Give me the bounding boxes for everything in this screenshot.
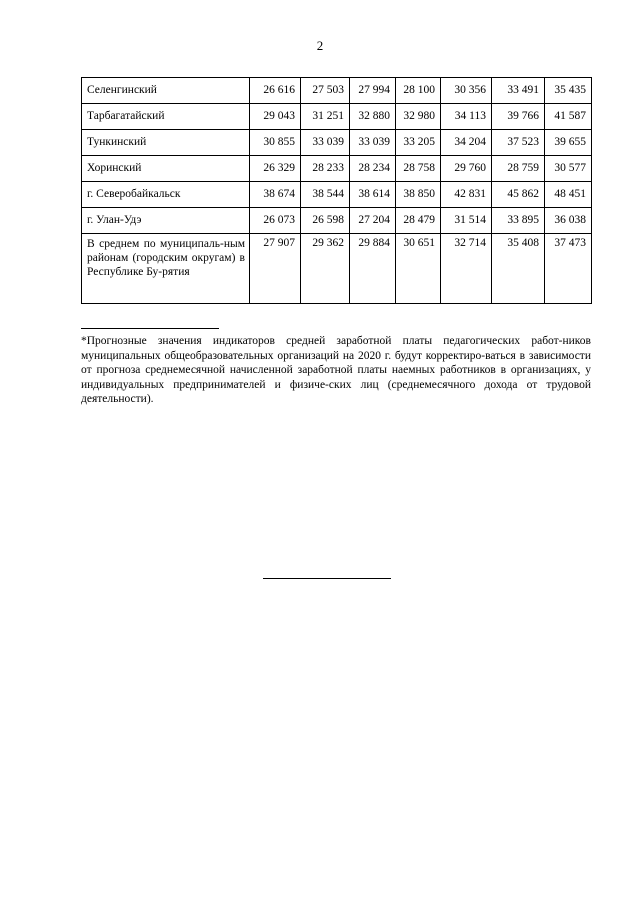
row-value: 48 451 — [545, 182, 592, 208]
row-value: 26 073 — [250, 208, 301, 234]
table-row — [82, 156, 592, 182]
row-value: 30 855 — [250, 130, 301, 156]
page-number: 2 — [316, 38, 324, 53]
row-value: 38 614 — [350, 182, 396, 208]
row-value: 33 205 — [396, 130, 441, 156]
row-value: 27 994 — [350, 78, 396, 104]
row-value: 32 714 — [441, 234, 492, 304]
row-value: 33 895 — [492, 208, 545, 234]
table-row — [82, 78, 592, 104]
row-value: 33 491 — [492, 78, 545, 104]
row-value: 42 831 — [441, 182, 492, 208]
table-row — [82, 234, 592, 304]
row-value: 29 884 — [350, 234, 396, 304]
table-row — [82, 104, 592, 130]
end-divider — [263, 578, 391, 579]
row-value: 32 980 — [396, 104, 441, 130]
row-value: 29 760 — [441, 156, 492, 182]
row-value: 39 655 — [545, 130, 592, 156]
footnote: *Прогнозные значения индикаторов средней заработной платы педагогических работ-ников муниципальных общеобразовательных организаций на 2020 г. будут корректиро-ваться в зависимости от прогноза среднемесячной начисленной заработной платы наемных работников в организациях, у индивидуальных предпринимателей и физиче-ских лиц (среднемесячного дохода от трудовой деятельности). — [81, 335, 591, 406]
row-value: 30 651 — [396, 234, 441, 304]
row-value: 28 233 — [301, 156, 350, 182]
row-value: 29 043 — [250, 104, 301, 130]
table-body — [82, 78, 592, 304]
row-value: 27 503 — [301, 78, 350, 104]
row-value: 41 587 — [545, 104, 592, 130]
row-value: 28 234 — [350, 156, 396, 182]
row-value: 27 204 — [350, 208, 396, 234]
row-value: 27 907 — [250, 234, 301, 304]
row-name: г. Северобайкальск — [82, 182, 250, 208]
row-value: 26 329 — [250, 156, 301, 182]
table-row — [82, 208, 592, 234]
row-value: 29 362 — [301, 234, 350, 304]
row-value: 30 356 — [441, 78, 492, 104]
row-value: 32 880 — [350, 104, 396, 130]
row-value: 33 039 — [301, 130, 350, 156]
row-value: 28 479 — [396, 208, 441, 234]
row-value: 34 204 — [441, 130, 492, 156]
row-value: 26 598 — [301, 208, 350, 234]
row-name: Хоринский — [82, 156, 250, 182]
footnote-divider — [81, 328, 219, 329]
table-row — [82, 182, 592, 208]
row-value: 36 038 — [545, 208, 592, 234]
row-value: 37 523 — [492, 130, 545, 156]
row-value: 28 759 — [492, 156, 545, 182]
row-value: 31 514 — [441, 208, 492, 234]
row-value: 26 616 — [250, 78, 301, 104]
row-name: Селенгинский — [82, 78, 250, 104]
row-value: 38 544 — [301, 182, 350, 208]
row-name: г. Улан-Удэ — [82, 208, 250, 234]
row-value: 31 251 — [301, 104, 350, 130]
row-name: Тункинский — [82, 130, 250, 156]
row-value: 38 850 — [396, 182, 441, 208]
row-value: 35 435 — [545, 78, 592, 104]
row-value: 30 577 — [545, 156, 592, 182]
row-value: 28 758 — [396, 156, 441, 182]
row-value: 37 473 — [545, 234, 592, 304]
row-name: В среднем по муниципаль-ным районам (городским округам) в Республике Бу-рятия — [82, 234, 250, 304]
row-value: 39 766 — [492, 104, 545, 130]
row-value: 33 039 — [350, 130, 396, 156]
row-value: 35 408 — [492, 234, 545, 304]
table-row — [82, 130, 592, 156]
row-name: Тарбагатайский — [82, 104, 250, 130]
row-value: 34 113 — [441, 104, 492, 130]
row-value: 38 674 — [250, 182, 301, 208]
row-value: 28 100 — [396, 78, 441, 104]
row-value: 45 862 — [492, 182, 545, 208]
salary-table — [81, 77, 592, 304]
